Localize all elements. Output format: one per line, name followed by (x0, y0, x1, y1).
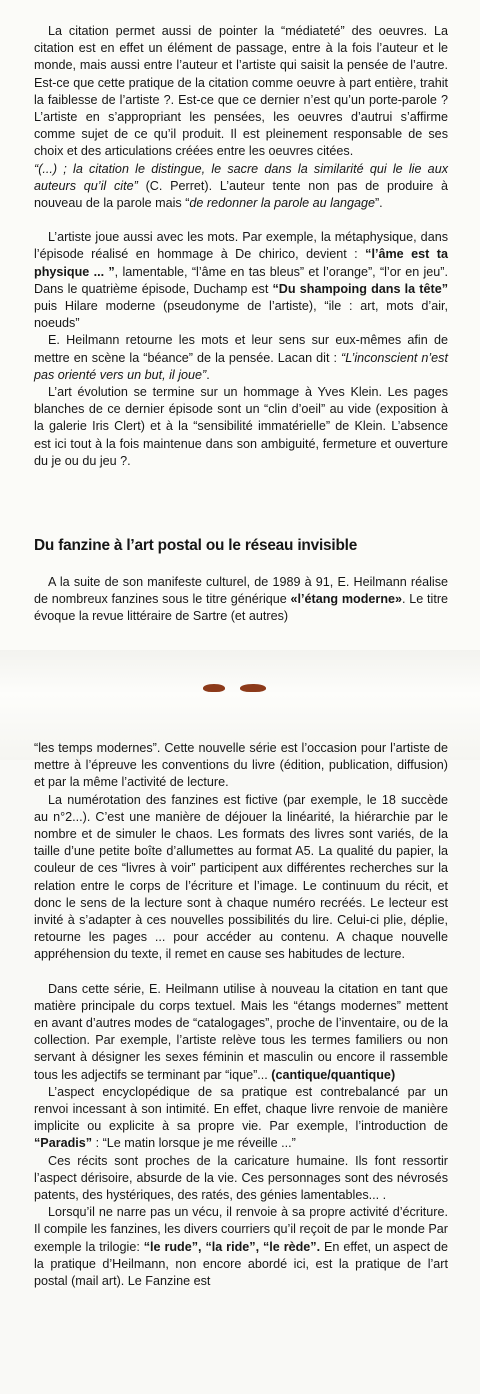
paragraph: L’aspect encyclopédique de sa pratique est contrebalancé par un renvoi incessant à son intimité. En effet, chaque livre renvoie de manière implicite ou explicite à sa propre vie. Par exemple, l’introduction de “Paradis” : “Le matin lorsque je me réveille ...” (34, 1084, 448, 1151)
paragraph: A la suite de son manifeste culturel, de 1989 à 91, E. Heilmann réalise de nombreux fanzines sous le titre générique «l’étang moderne». Le titre évoque la revue littéraire de Sartre (et autres) (34, 575, 449, 624)
section-fanzine-intro (34, 574, 448, 626)
paragraph: Dans cette série, E. Heilmann utilise à nouveau la citation en tant que matière principale du corps textuel. Mais les “étangs modernes” mettent en avant d’autres modes de “catalogages”, proche de l’inventaire, ou de la collection. Par exemple, l’artiste relève tous les termes familiers ou non servant à désigner les sexes féminin et masculin ou encore il rassemble tous les adjectifs se terminant par “ique”... (cantique/quantique) (34, 981, 448, 1082)
paragraph: Ces récits sont proches de la caricature humaine. Ils font ressortir l’aspect dérisoire, absurde de la vie. Ces personnages sont des névrosés patents, des hystériques, des ratés, des génies lamentables... . (34, 1153, 448, 1203)
paragraph: La citation permet aussi de pointer la “médiateté” des oeuvres. La citation est en effet un élément de passage, entre à la fois l’auteur et le monde, mais aussi entre l’auteur et l’artiste qui saisit la pensée de l’autre. Est-ce que cette pratique de la citation comme oeuvre à part entière, trahit la faiblesse de l’artiste ?. Est-ce que ce dernier n’est qu’un porte-parole ? L’artiste en s’appropriant les pensées, les oeuvres d’autrui s’affirme comme sujet de ce qu’il produit. Il est pleinement responsable de ses choix et des articulations créées entre les oeuvres citées. (34, 24, 448, 159)
section-citation (34, 23, 448, 470)
paragraph: Lorsqu’il ne narre pas un vécu, il renvoie à sa propre activité d’écriture. Il compile les fanzines, les divers courriers qu’il reçoit de par le monde Par exemple la trilogie: “le rude”, “la ride”, “le rède”. En effet, un aspect de la pratique d’Heilmann, non encore abordé ici, est la pratique de l’art postal (mail art). Le Fanzine est (34, 1205, 448, 1289)
paragraph-quote: “(...) ; la citation le distingue, le sacre dans la similarité qui le lie aux auteurs qu’il cite” (C. Perret). L’auteur tente non pas de produire à nouveau de la parole mais “de redonner la parole au langage”. (34, 161, 448, 211)
paragraph: L’artiste joue aussi avec les mots. Par exemple, la métaphysique, dans l’épisode réalisé en hommage à De chirico, devient : “l’âme est ta physique ... ”, lamentable, “l’âme en tas bleus” et l’orange”, “l’or en jeu”. Dans le quatrième épisode, Duchamp est “Du shampoing dans la tête” puis Hilare moderne (pseudonyme de l’artiste), “ile : art, mots d’air, noeuds” (34, 230, 449, 331)
stain-mark (240, 684, 266, 692)
paragraph: “les temps modernes”. Cette nouvelle série est l’occasion pour l’artiste de mettre à l’épreuve les conventions du livre (édition, publication, diffusion) et par la même l’activité de lecture. (34, 741, 448, 790)
stain-mark (203, 684, 225, 692)
paragraph: L’art évolution se termine sur un hommage à Yves Klein. Les pages blanches de ce dernier épisode sont un “clin d’oeil” au vide (exposition à la galerie Iris Clert) et à la “sensibilité immatérielle” de Klein. L’absence est ici tout à la fois maintenue dans son ambiguité, fermeture et ouverture du je ou du jeu ?. (34, 385, 448, 468)
section-heading: Du fanzine à l’art postal ou le réseau invisible (34, 537, 358, 554)
paragraph: La numérotation des fanzines est fictive (par exemple, le 18 succède au n°2...). C’est une manière de déjouer la linéarité, la hiérarchie par le nombre et de simuler le chaos. Les formats des livres sont variés, de la taille d’une petite boîte d’allumettes au format A5. La qualité du papier, la couleur de ces “livres à voir” participent aux différentes recherches sur la relation entre le corps de l’écriture et l’image. Le continuum du récit, et donc le sens de la lecture sont à chaque numéro recréés. Le lecteur est invité à s’adapter à ces nouvelles possibilités du lire. Celui-ci plie, déplie, retourne les pages ... pour accéder au contenu. A chaque nouvelle appréhension du texte, il remet en cause ses habitudes de lecture. (34, 792, 448, 962)
section-fanzine (34, 740, 448, 1290)
paragraph: E. Heilmann retourne les mots et leur sens sur eux-mêmes afin de mettre en scène la “béance” de la pensée. Lacan dit : “L’inconscient n’est pas orienté vers un but, il joue”. (34, 333, 448, 382)
